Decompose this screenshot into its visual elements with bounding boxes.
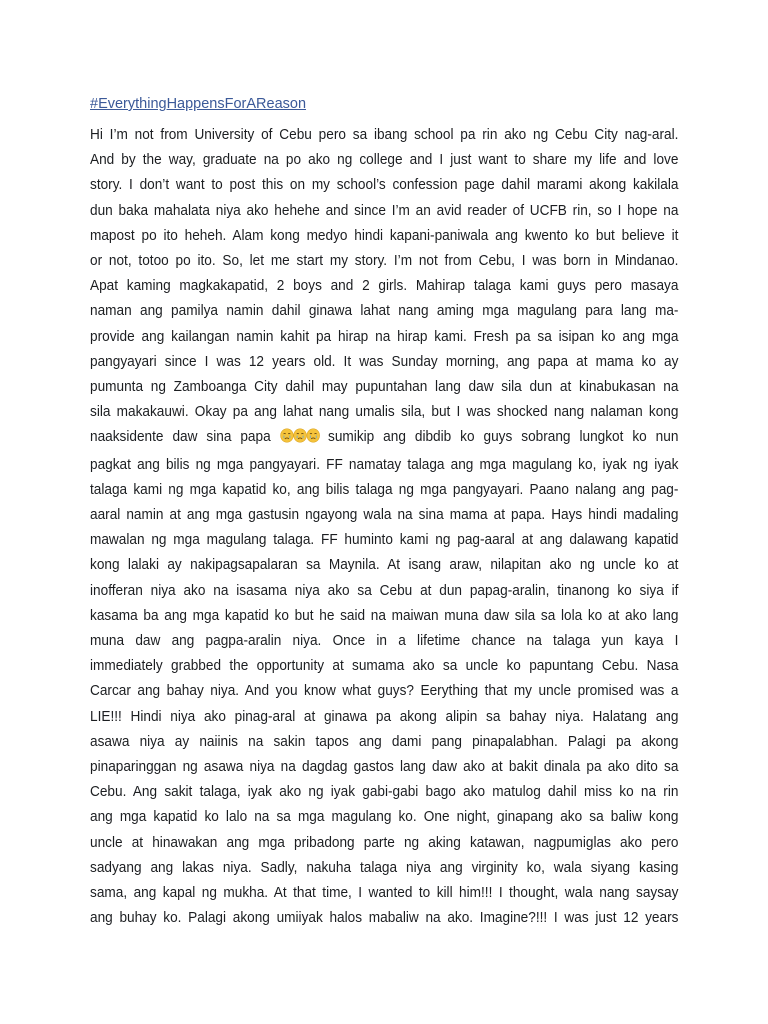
emoji-line-text-before: naaksidente daw sina papa xyxy=(90,429,271,446)
hashtag-link[interactable]: #EverythingHappensForAReason xyxy=(90,96,307,112)
post-line: story. I don’t want to post this on my school’s confession page dahil marami akong kakilala xyxy=(90,177,679,194)
post-line: mawalan ng mga magulang talaga. FF huminto kami ng pag-aaral at ang dalawang kapatid xyxy=(90,532,679,549)
post-line: pinaparinggan ng asawa niya na dagdag gastos lang daw ako at bakit dinala pa ako dito sa xyxy=(90,759,679,776)
emoji-group xyxy=(280,427,319,452)
post-line: muna daw ang pagpa-aralin niya. Once in a lifetime chance na talaga yun kaya I xyxy=(90,633,679,650)
post-line: Hi I’m not from University of Cebu pero sa ibang school pa rin ako ng Cebu City nag-aral. xyxy=(90,127,679,143)
post-line: ang mga kapatid ko lalo na sa mga magulang ko. One night, ginapang ako sa baliw kong xyxy=(90,809,679,826)
post-body xyxy=(90,123,678,932)
post-line: And by the way, graduate na po ako ng college and I just want to share my life and love xyxy=(90,152,679,169)
post-line: inofferan niya ako na isasama niya ako sa Cebu at dun papag-aralin, tinanong ko siya if xyxy=(90,582,679,599)
post-line: provide ang kailangan namin kahit pa hirap na hirap kami. Fresh pa sa isipan ko ang mga xyxy=(90,328,679,345)
post-line: sama, ang kapal ng mukha. At that time, I wanted to kill him!!! I thought, wala nang saysay xyxy=(90,885,679,902)
post-line: asawa niya ay naiinis na sakin tapos ang dami pang pinapalabhan. Palagi pa akong xyxy=(90,733,679,750)
post-line: pumunta ng Zamboanga City dahil may pupuntahan lang daw sila dun at kinabukasan na xyxy=(90,379,679,396)
post-line: ang buhay ko. Palagi akong umiiyak halos mabaliw na ako. Imagine?!!! I was just 12 years xyxy=(90,910,679,927)
post-line: pagkat ang bilis ng mga pangyayari. FF namatay talaga ang mga magulang ko, iyak ng iyak xyxy=(90,456,679,473)
post-line: sila makakauwi. Okay pa ang lahat nang umalis sila, but I was shocked nang nalaman kong xyxy=(90,404,679,421)
post-line: mapost po ito heheh. Alam kong medyo hindi kapani-paniwala ang kwento ko but believe it xyxy=(90,227,679,244)
post-line: immediately grabbed the opportunity at sumama ako sa uncle ko papuntang Cebu. Nasa xyxy=(90,658,679,675)
crying-face-icon xyxy=(293,428,307,443)
post-line: naman ang pamilya namin dahil ginawa lahat nang aming mga magulang para lang ma- xyxy=(90,303,679,320)
post-line: talaga kami ng mga kapatid ko, ang bilis talaga ng mga pangyayari. Paano nalang ang pag- xyxy=(90,481,679,498)
post-line: Apat kaming magkakapatid, 2 boys and 2 girls. Mahirap talaga kami guys pero masaya xyxy=(90,278,679,295)
post-line: LIE!!! Hindi niya ako pinag-aral at ginawa pa akong alipin sa bahay niya. Halatang ang xyxy=(90,708,679,725)
post-line: kong lalaki ay nakipagsapalaran sa Maynila. At isang araw, nilapitan ako ng uncle ko at xyxy=(90,557,679,574)
emoji-line-text-after: sumikip ang dibdib ko guys sobrang lungkot ko nun xyxy=(328,429,679,446)
post-line: uncle at hinawakan ang mga pribadong parte ng aking katawan, nagpumiglas ako pero xyxy=(90,834,679,851)
crying-face-icon xyxy=(280,428,294,443)
post-line: dun baka mahalata niya ako hehehe and since I’m an avid reader of UCFB rin, so I hope na xyxy=(90,202,679,219)
post-line: sadyang ang lakas niya. Sadly, nakuha talaga niya ang virginity ko, wala siyang kasing xyxy=(90,859,679,876)
post-line: aaral namin at ang mga gastusin ngayong wala na sina mama at papa. Hays hindi madaling xyxy=(90,507,679,524)
post-line: kasama ba ang mga kapatid ko but he said na maiwan muna daw sila sa lola ko at ako lang xyxy=(90,607,679,624)
post-line: Cebu. Ang sakit talaga, iyak ako ng iyak gabi-gabi bago ako matulog dahil miss ko na rin xyxy=(90,784,679,801)
crying-face-icon xyxy=(306,428,320,443)
post-line: Carcar ang bahay niya. And you know what guys? Eerything that my uncle promised was a xyxy=(90,683,679,700)
post-line-with-emoji xyxy=(90,425,678,452)
confession-post xyxy=(90,92,678,932)
post-line: pangyayari since I was 12 years old. It was Sunday morning, ang papa at mama ko ay xyxy=(90,353,679,370)
post-line: or not, totoo po ito. So, let me start my story. I’m not from Cebu, I was born in Mindanao. xyxy=(90,253,679,270)
